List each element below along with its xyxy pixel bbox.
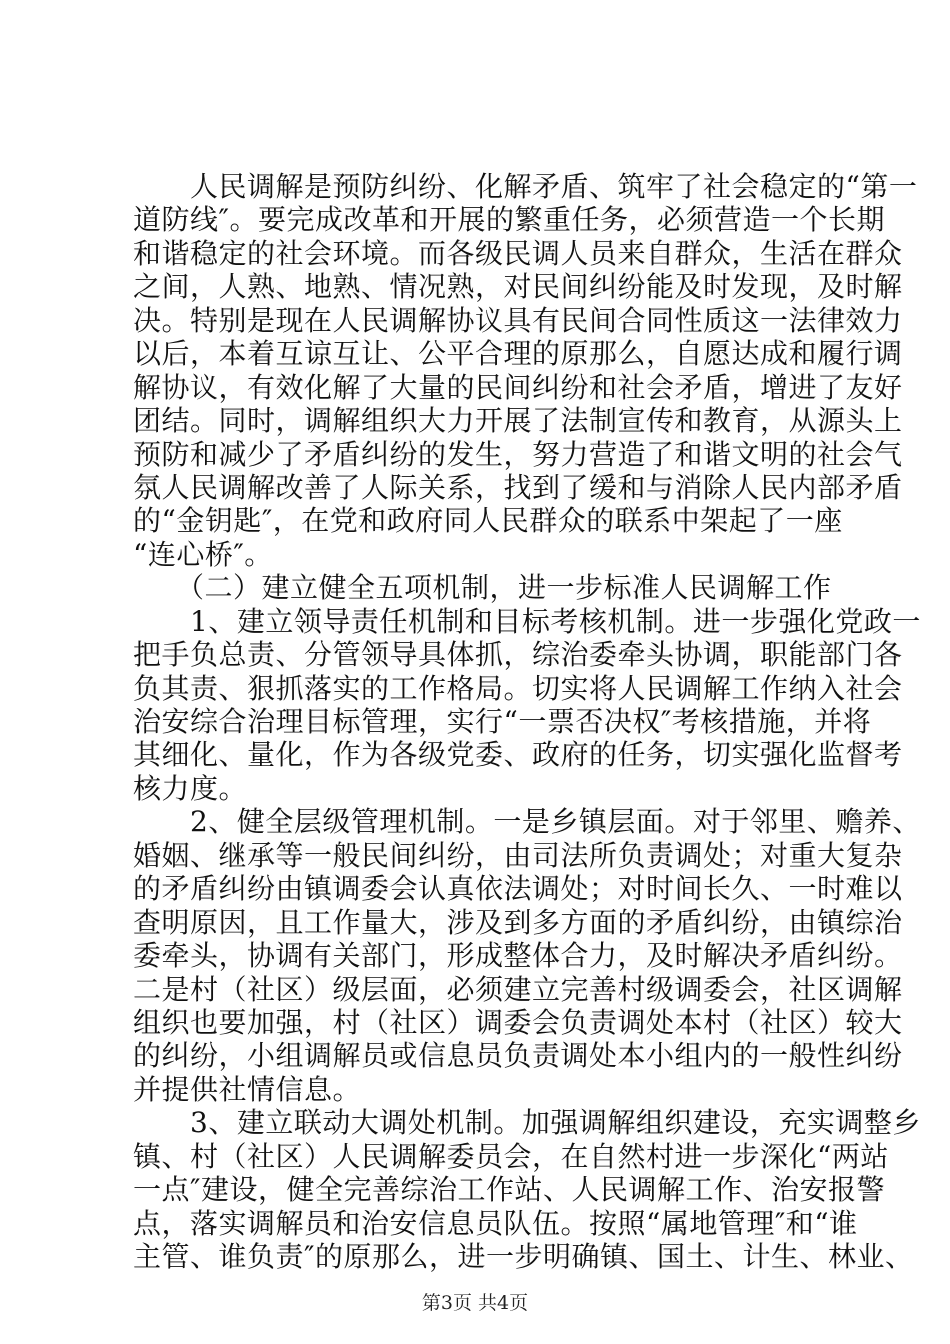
section-heading: （二）建立健全五项机制，进一步标准人民调解工作	[133, 571, 832, 604]
text-line: 治安综合治理目标管理，实行“一票否决权″考核措施，并将	[133, 705, 872, 738]
text-line: 把手负总责、分管领导具体抓，综治委牵头协调，职能部门各	[133, 638, 903, 671]
text-line: 和谐稳定的社会环境。而各级民调人员来自群众，生活在群众	[133, 237, 903, 270]
text-line: 查明原因，且工作量大，涉及到多方面的矛盾纠纷，由镇综治	[133, 906, 903, 939]
text-line: 的矛盾纠纷由镇调委会认真依法调处；对时间长久、一时难以	[133, 872, 903, 905]
text-line: 2、健全层级管理机制。一是乡镇层面。对于邻里、赡养、	[133, 805, 921, 838]
text-line: 核力度。	[133, 772, 248, 805]
text-line: 婚姻、继承等一般民间纠纷，由司法所负责调处；对重大复杂	[133, 839, 903, 872]
text-line: 一点″建设，健全完善综治工作站、人民调解工作、治安报警	[133, 1173, 885, 1206]
text-line: 点，落实调解员和治安信息员队伍。按照“属地管理″和“谁	[133, 1207, 858, 1240]
text-line: 委牵头，协调有关部门，形成整体合力，及时解决矛盾纠纷。	[133, 939, 903, 972]
page-footer: 第3页 共4页	[421, 1292, 529, 1314]
text-line: 道防线″。要完成改革和开展的繁重任务，必须营造一个长期	[133, 203, 885, 236]
text-line: 镇、村（社区）人民调解委员会，在自然村进一步深化“两站	[133, 1140, 889, 1173]
text-line: 组织也要加强，村（社区）调委会负责调处本村（社区）较大	[133, 1006, 903, 1039]
text-line: 3、建立联动大调处机制。加强调解组织建设，充实调整乡	[133, 1106, 921, 1139]
text-line: 以后，本着互谅互让、公平合理的原那么，自愿达成和履行调	[133, 337, 903, 370]
text-line: 负其责、狠抓落实的工作格局。切实将人民调解工作纳入社会	[133, 672, 903, 705]
text-line: “连心桥″。	[133, 538, 273, 571]
text-line: 的纠纷，小组调解员或信息员负责调处本小组内的一般性纠纷	[133, 1039, 903, 1072]
text-line: 预防和减少了矛盾纠纷的发生，努力营造了和谐文明的社会气	[133, 438, 903, 471]
text-line: 氛人民调解改善了人际关系，找到了缓和与消除人民内部矛盾	[133, 471, 903, 504]
text-line: 并提供社情信息。	[133, 1073, 362, 1106]
text-line: 解协议，有效化解了大量的民间纠纷和社会矛盾，增进了友好	[133, 371, 903, 404]
text-line: 的“金钥匙″，在党和政府同人民群众的联系中架起了一座	[133, 504, 843, 537]
text-line: 人民调解是预防纠纷、化解矛盾、筑牢了社会稳定的“第一	[133, 170, 918, 203]
text-line: 之间，人熟、地熟、情况熟，对民间纠纷能及时发现，及时解	[133, 270, 903, 303]
text-line: 二是村（社区）级层面，必须建立完善村级调委会，社区调解	[133, 973, 903, 1006]
text-line: 团结。同时，调解组织大力开展了法制宣传和教育，从源头上	[133, 404, 903, 437]
text-line: 1、建立领导责任机制和目标考核机制。进一步强化党政一	[133, 605, 921, 638]
text-line: 决。特别是现在人民调解协议具有民间合同性质这一法律效力	[133, 304, 903, 337]
text-line: 主管、谁负责″的原那么，进一步明确镇、国土、计生、林业、	[133, 1240, 914, 1273]
text-line: 其细化、量化，作为各级党委、政府的任务，切实强化监督考	[133, 738, 903, 771]
